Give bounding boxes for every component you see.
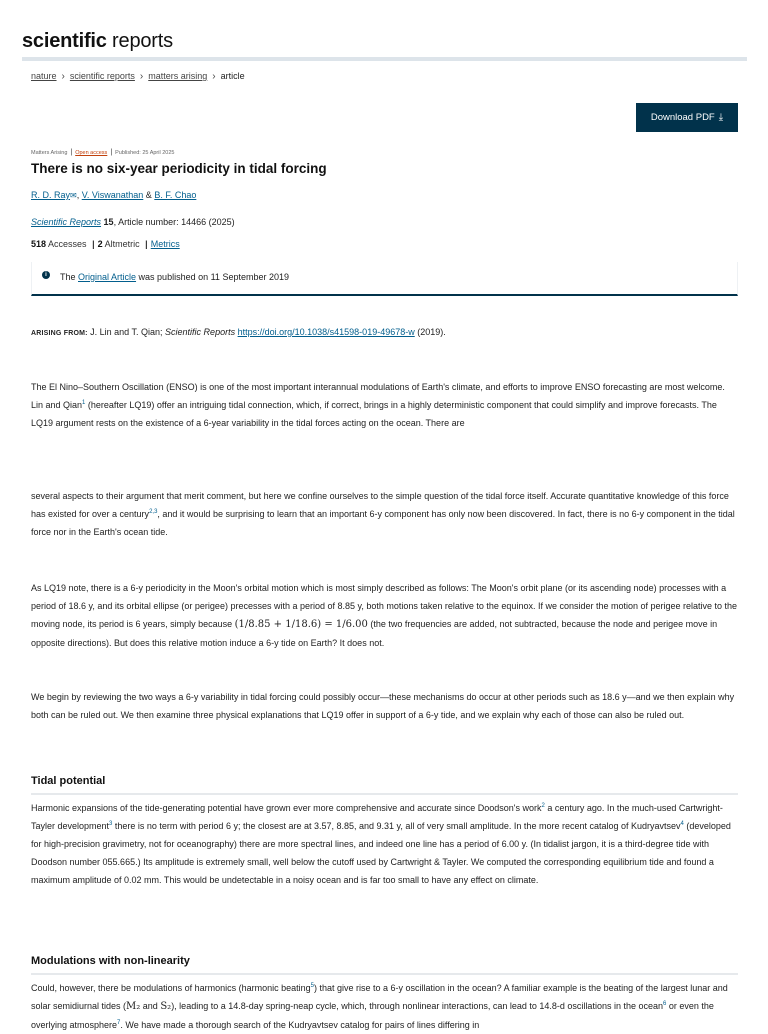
chevron-right-icon: › (212, 71, 216, 82)
header-divider (22, 57, 747, 61)
published-date: Published: 25 April 2025 (115, 150, 175, 156)
reference-link[interactable]: 2 (541, 803, 545, 809)
article-title: There is no six-year periodicity in tidal forcing (31, 161, 327, 176)
author-link[interactable]: R. D. Ray (31, 190, 71, 200)
divider: | (110, 149, 113, 156)
paragraph: As LQ19 note, there is a 6-y periodicity in the Moon's orbital motion which is most simply described as follows: The Moon's orbit plane (or its ascending node) processes with a period of 18.6 y, and its orbital ellipse (or perigee) precesses with a period of 8.85 y, both motions taken relative to the equinox. If we consider the motion of perigee relative to the moving node, its period is 6 years, simply because (1/8.85 + 1/18.6) = 1/6.00 (the two frequencies are added, not subtracted, because the node and perigee move in opposite directions). But does this relative motion induce a 6-y tide on Earth? It does not. (31, 583, 738, 648)
reference-link[interactable]: 4 (680, 821, 684, 827)
download-icon: ⤓ (718, 112, 724, 123)
math-symbol: S₂ (160, 1001, 172, 1012)
paragraph: The El Nino–Southern Oscillation (ENSO) is one of the most important interannual modulations of Earth's climate, and efforts to improve ENSO forecasting are most welcome. Lin and Qian$^1$ (hereafter LQ19) offer an intriguing tidal connection, which, if correct, brings in a highly deterministic component that could simplify and improve forecasts. The LQ19 argument rests on the existence of a 6-year variability in the tidal forces acting on the ocean. There are (31, 382, 725, 428)
metrics-bar (31, 239, 180, 249)
altmetric-count: 2 (97, 239, 103, 249)
article-meta (31, 149, 174, 156)
open-access-badge[interactable]: Open access (75, 150, 108, 156)
altmetric-label: Altmetric (104, 239, 140, 249)
email-icon[interactable]: ✉ (70, 191, 77, 200)
reference-link[interactable]: 7 (117, 1020, 121, 1026)
accesses-count: 518 (31, 239, 47, 249)
reference-link[interactable]: 3 (109, 821, 113, 827)
paragraph: Could, however, there be modulations of harmonics (harmonic beating$^5$) that give rise to a 6-y oscillation in the ocean? A familiar example is the beating of the largest lunar and solar semidiurnal tides (M₂ and S₂), leading to a 14.8-day spring-neap cycle, which, through nonlinear interactions, can lead to 14.8-d oscillations in the ocean$^6$ or even the overlying atmosphere$^7$. We have made a thorough search of the Kudryavtsev catalog for pairs of lines differing in (31, 983, 728, 1030)
arising-from-label: ARISING FROM: (31, 330, 88, 337)
math-expression: (1/8.85 + 1/18.6) = 1/6.00 (234, 619, 368, 630)
author-link[interactable]: B. F. Chao (154, 190, 197, 200)
original-article-notice (31, 262, 738, 296)
section-divider (31, 793, 738, 795)
article-number: , Article number: 14466 (2025) (113, 217, 235, 227)
paragraph: We begin by reviewing the two ways a 6-y variability in tidal forcing could possibly occur—these mechanisms do occur at other periods such as 18.6 y—and we then explain why both can be ruled out. We then examine three physical explanations that LQ19 offer in support of a 6-y tide, and we explain why each of those can also be ruled out. (31, 692, 735, 720)
metrics-link[interactable]: Metrics (150, 239, 180, 249)
breadcrumb-scientific-reports[interactable]: scientific reports (69, 71, 135, 81)
article-type: Matters Arising (31, 150, 68, 156)
arising-from-journal: Scientific Reports (165, 327, 236, 337)
section-divider (31, 973, 738, 975)
breadcrumb-matters-arising[interactable]: matters arising (148, 71, 208, 81)
info-icon: i (42, 271, 50, 279)
breadcrumb (31, 71, 245, 82)
divider: | (145, 239, 148, 249)
citation-line (31, 217, 235, 227)
section-heading-modulations: Modulations with non-linearity (31, 955, 190, 967)
download-pdf-button[interactable] (636, 103, 738, 132)
original-article-link[interactable]: Original Article (78, 272, 137, 282)
journal-link[interactable]: Scientific Reports (31, 217, 102, 227)
section-heading-tidal-potential: Tidal potential (31, 775, 106, 787)
author-list: R. D. Ray✉, V. Viswanathan & B. F. Chao (31, 190, 197, 200)
breadcrumb-current: article (220, 71, 245, 81)
paragraph: Harmonic expansions of the tide-generating potential have grown ever more comprehensive and accurate since Doodson's work$^2$ a century ago. In the much-used Cartwright-Tayler development$^3$ there is no term with period 6 y; the closest are at 3.57, 8.85, and 9.31 y, all of very small amplitude. In the more recent catalog of Kudryavtsev$^4$ (developed for high-precision gravimetry, not for oceanography) there are more spectral lines, and indeed one line has a period of 6.00 y. (In tidalist jargon, it is a third-degree tide with Doodson number 055.665.) Its amplitude is extremely small, well below the cutoff used by Cartwright & Tayler. We computed the corresponding equilibrium tide and found a maximum amplitude of 0.02 mm. This would be undetectable in a noisy ocean and is far too small to have any effect on climate. (31, 803, 731, 885)
math-symbol: M₂ (126, 1001, 141, 1012)
chevron-right-icon: › (139, 71, 144, 82)
arising-from: ARISING FROM: J. Lin and T. Qian; Scientific Reports https://doi.org/10.1038/s41598-019-49678-w (2019). (31, 327, 446, 337)
notice-text: The Original Article was published on 11 September 2019 (60, 272, 289, 282)
download-pdf-label: Download PDF (650, 112, 715, 123)
chevron-right-icon: › (61, 71, 65, 82)
reference-link[interactable]: 5 (310, 983, 314, 989)
doi-link[interactable]: https://doi.org/10.1038/s41598-019-49678-w (237, 327, 415, 337)
accesses-label: Accesses (48, 239, 87, 249)
breadcrumb-nature[interactable]: nature (31, 71, 57, 81)
reference-link[interactable]: 6 (663, 1001, 667, 1007)
reference-link[interactable]: 1 (82, 400, 86, 406)
reference-link[interactable]: 2,3 (149, 509, 158, 515)
volume: 15 (103, 217, 114, 227)
divider: | (92, 239, 95, 249)
site-logo[interactable]: scientific reports (22, 30, 173, 52)
author-link[interactable]: V. Viswanathan (81, 190, 144, 200)
paragraph: several aspects to their argument that merit comment, but here we confine ourselves to the simple question of the tidal force itself. Accurate quantitative knowledge of this force has existed for over a century$^{2,3}$, and it would be surprising to learn that an important 6-y component has only now been discovered. In fact, there is no 6-y component in the tidal force nor in the Earth's ocean tide. (31, 491, 735, 537)
divider: | (70, 149, 73, 156)
